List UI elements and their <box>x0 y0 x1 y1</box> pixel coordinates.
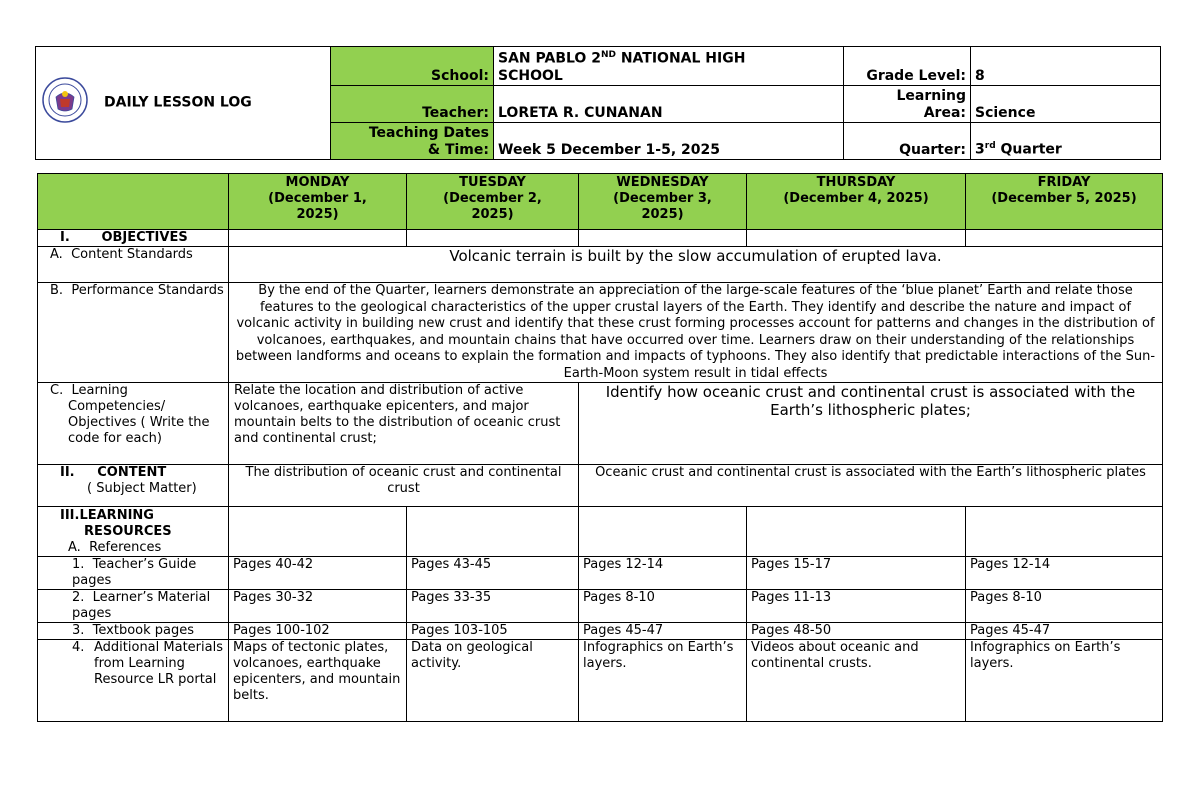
resources-friday <box>966 507 1163 557</box>
resources-thursday <box>747 507 966 557</box>
learners-material-tuesday: Pages 33-35 <box>407 590 579 623</box>
learning-resources-row <box>38 507 1163 557</box>
additional-materials-label: 4. Additional Materials from Learning Resource LR portal <box>38 640 229 722</box>
header-table <box>35 46 1161 160</box>
additional-materials-thursday: Videos about oceanic and continental crusts. <box>747 640 966 722</box>
content-row <box>38 465 1163 507</box>
objectives-friday <box>966 230 1163 247</box>
quarter-value: 3rd Quarter <box>971 122 1161 159</box>
teachers-guide-monday: Pages 40-42 <box>229 557 407 590</box>
teachers-guide-row <box>38 557 1163 590</box>
objectives-tuesday <box>407 230 579 247</box>
lesson-log-table <box>37 173 1163 722</box>
objectives-thursday <box>747 230 966 247</box>
school-label: School: <box>331 47 494 86</box>
performance-standards-row <box>38 283 1163 383</box>
day-header-tuesday: TUESDAY (December 2, 2025) <box>407 174 579 230</box>
learning-area-label: Learning Area: <box>844 85 971 122</box>
learning-area-value: Science <box>971 85 1161 122</box>
teachers-guide-tuesday: Pages 43-45 <box>407 557 579 590</box>
additional-materials-friday: Infographics on Earth’s layers. <box>966 640 1163 722</box>
textbook-tuesday: Pages 103-105 <box>407 623 579 640</box>
teaching-dates-value: Week 5 December 1-5, 2025 <box>494 122 844 159</box>
grade-level-label: Grade Level: <box>844 47 971 86</box>
learners-material-label: 2. Learner’s Material pages <box>38 590 229 623</box>
day-header-friday: FRIDAY (December 5, 2025) <box>966 174 1163 230</box>
additional-materials-wednesday: Infographics on Earth’s layers. <box>579 640 747 722</box>
school-value: SAN PABLO 2ND NATIONAL HIGH SCHOOL <box>494 47 844 86</box>
learners-material-row <box>38 590 1163 623</box>
performance-standards-value: By the end of the Quarter, learners demonstrate an appreciation of the large-scale features of the ‘blue planet’ Earth and relate those features to the geological characteristics of the upper crustal layers of the Earth. They identify and describe the nature and impact of volcanic activity in building new crust and identify that these crust forming processes account for patterns and changes in the distribution of volcanoes, earthquakes, and mountain chains that have occurred over time. Learners draw on their understanding of the relationships between landforms and oceans to explain the formation and impacts of typhoons. They also identify that predictable interactions of the Sun-Earth-Moon system result in tidal effects <box>229 283 1163 383</box>
additional-materials-tuesday: Data on geological activity. <box>407 640 579 722</box>
textbook-row <box>38 623 1163 640</box>
teachers-guide-thursday: Pages 15-17 <box>747 557 966 590</box>
content-standards-row <box>38 247 1163 283</box>
objectives-wednesday <box>579 230 747 247</box>
title-cell <box>36 47 331 160</box>
teachers-guide-friday: Pages 12-14 <box>966 557 1163 590</box>
learners-material-wednesday: Pages 8-10 <box>579 590 747 623</box>
textbook-wednesday: Pages 45-47 <box>579 623 747 640</box>
day-header-thursday: THURSDAY (December 4, 2025) <box>747 174 966 230</box>
performance-standards-label: B. Performance Standards <box>38 283 229 383</box>
content-value-wed-fri: Oceanic crust and continental crust is associated with the Earth’s lithospheric plates <box>579 465 1163 507</box>
quarter-label: Quarter: <box>844 122 971 159</box>
teachers-guide-wednesday: Pages 12-14 <box>579 557 747 590</box>
learners-material-monday: Pages 30-32 <box>229 590 407 623</box>
teaching-dates-label: Teaching Dates & Time: <box>331 122 494 159</box>
resources-monday <box>229 507 407 557</box>
teachers-guide-label: 1. Teacher’s Guide pages <box>38 557 229 590</box>
learning-resources-heading: III.LEARNING RESOURCES A. References <box>38 507 229 557</box>
additional-materials-row <box>38 640 1163 722</box>
competencies-label: C. Learning Competencies/ Objectives ( Write the code for each) <box>38 383 229 465</box>
content-value-mon-tue: The distribution of oceanic crust and continental crust <box>229 465 579 507</box>
grade-level-value: 8 <box>971 47 1161 86</box>
day-header-monday: MONDAY (December 1, 2025) <box>229 174 407 230</box>
corner-cell <box>38 174 229 230</box>
content-heading: II. CONTENT ( Subject Matter) <box>38 465 229 507</box>
deped-seal-icon <box>42 77 88 128</box>
objectives-monday <box>229 230 407 247</box>
textbook-friday: Pages 45-47 <box>966 623 1163 640</box>
content-standards-label: A. Content Standards <box>38 247 229 283</box>
teacher-label: Teacher: <box>331 85 494 122</box>
textbook-monday: Pages 100-102 <box>229 623 407 640</box>
objectives-heading: I. OBJECTIVES <box>38 230 229 247</box>
competencies-row <box>38 383 1163 465</box>
day-header-wednesday: WEDNESDAY (December 3, 2025) <box>579 174 747 230</box>
content-standards-value: Volcanic terrain is built by the slow accumulation of erupted lava. <box>229 247 1163 283</box>
textbook-thursday: Pages 48-50 <box>747 623 966 640</box>
learners-material-friday: Pages 8-10 <box>966 590 1163 623</box>
competencies-value-wed-fri: Identify how oceanic crust and continental crust is associated with the Earth’s lithospheric plates; <box>579 383 1163 465</box>
learners-material-thursday: Pages 11-13 <box>747 590 966 623</box>
textbook-label: 3. Textbook pages <box>38 623 229 640</box>
teacher-value: LORETA R. CUNANAN <box>494 85 844 122</box>
resources-wednesday <box>579 507 747 557</box>
resources-tuesday <box>407 507 579 557</box>
additional-materials-monday: Maps of tectonic plates, volcanoes, earthquake epicenters, and mountain belts. <box>229 640 407 722</box>
document-title: DAILY LESSON LOG <box>104 94 252 111</box>
day-header-row <box>38 174 1163 230</box>
objectives-row <box>38 230 1163 247</box>
competencies-value-mon-tue: Relate the location and distribution of active volcanoes, earthquake epicenters, and major mountain belts to the distribution of oceanic crust and continental crust; <box>229 383 579 465</box>
